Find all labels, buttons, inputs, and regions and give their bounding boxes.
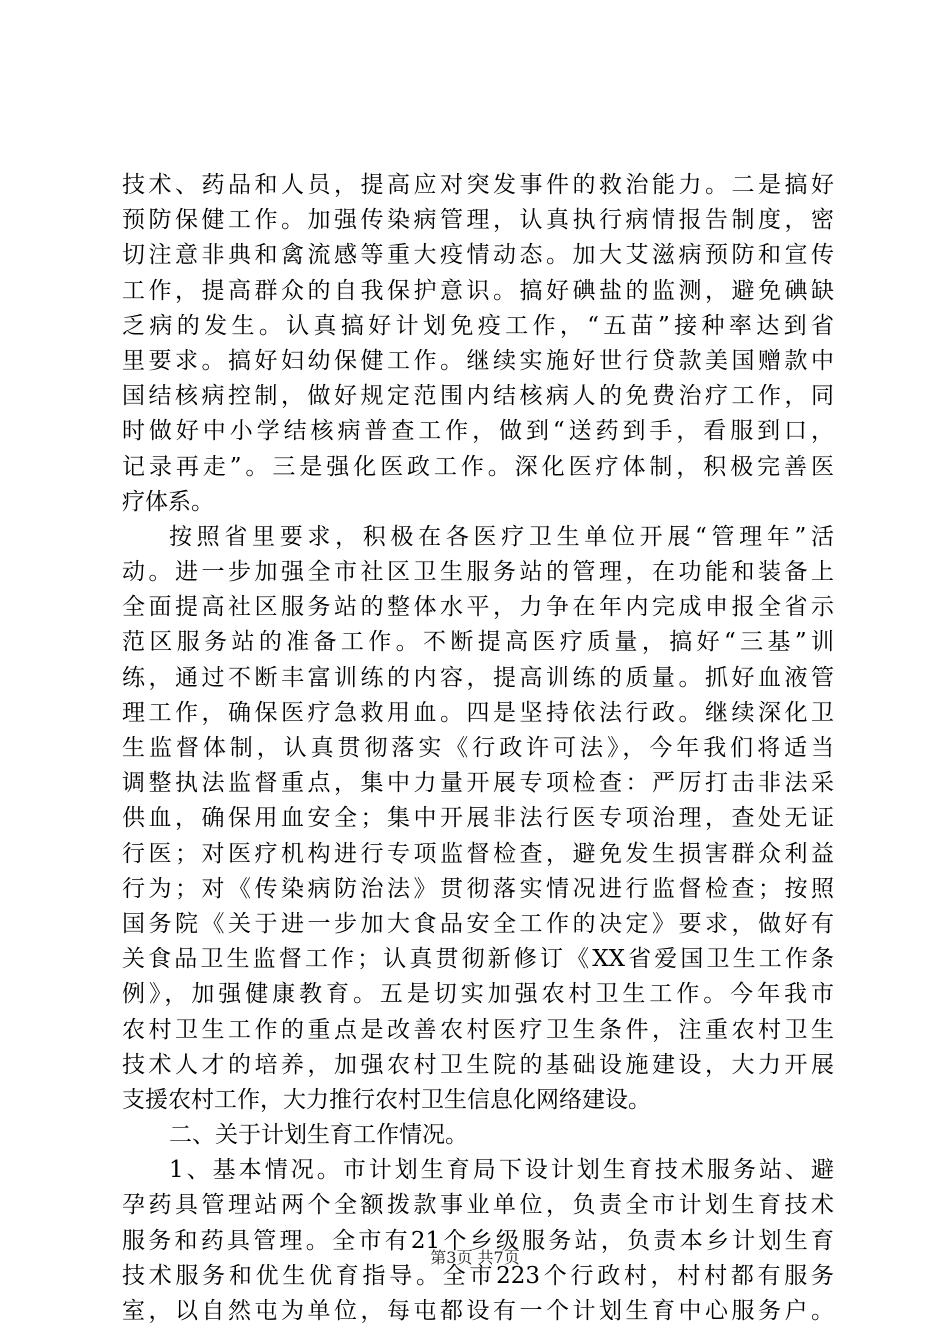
text-line: 疗体系。: [122, 488, 214, 515]
text-line: 动。进一步加强全市社区卫生服务站的管理，在功能和装备上: [122, 559, 834, 586]
text-line: 工作，提高群众的自我保护意识。搞好碘盐的监测，避免碘缺: [122, 277, 834, 304]
text-line: 行为；对《传染病防治法》贯彻落实情况进行监督检查；按照: [122, 875, 834, 902]
text-line: 里要求。搞好妇幼保健工作。继续实施好世行贷款美国赠款中: [122, 347, 834, 374]
text-line: 乏病的发生。认真搞好计划免疫工作，“五苗”接种率达到省: [122, 312, 834, 339]
text-line: 切注意非典和禽流感等重大疫情动态。加大艾滋病预防和宣传: [122, 242, 834, 269]
text-line: 室，以自然屯为单位，每屯都设有一个计划生育中心服务户。: [122, 1298, 834, 1324]
text-line: 调整执法监督重点，集中力量开展专项检查：严厉打击非法采: [122, 770, 834, 797]
text-line: 练，通过不断丰富训练的内容，提高训练的质量。抓好血液管: [122, 664, 834, 691]
section-heading: 二、关于计划生育工作情况。: [169, 1122, 468, 1149]
text-line: 例》，加强健康教育。五是切实加强农村卫生工作。今年我市: [122, 981, 834, 1008]
text-line: 支援农村工作，大力推行农村卫生信息化网络建设。: [122, 1086, 651, 1113]
text-line: 范区服务站的准备工作。不断提高医疗质量，搞好“三基”训: [122, 629, 834, 656]
text-line: 关食品卫生监督工作；认真贯彻新修订《XX省爱国卫生工作条: [122, 946, 834, 973]
document-body: [122, 168, 834, 1329]
text-line: 供血，确保用血安全；集中开展非法行医专项治理，查处无证: [122, 805, 834, 832]
text-line: 生监督体制，认真贯彻落实《行政许可法》，今年我们将适当: [122, 735, 834, 761]
paragraph-first-line: 按照省里要求，积极在各医疗卫生单位开展“管理年”活: [169, 523, 834, 550]
text-line: 服务和药具管理。全市有21个乡级服务站，负责本乡计划生育: [122, 1227, 834, 1254]
text-line: 技术人才的培养，加强农村卫生院的基础设施建设，大力开展: [122, 1051, 834, 1078]
text-line: 国结核病控制，做好规定范围内结核病人的免费治疗工作，同: [122, 383, 834, 410]
text-line: 记录再走”。三是强化医政工作。深化医疗体制，积极完善医: [122, 453, 834, 480]
text-line: 预防保健工作。加强传染病管理，认真执行病情报告制度，密: [122, 207, 834, 234]
text-line: 全面提高社区服务站的整体水平，力争在年内完成申报全省示: [122, 594, 834, 621]
text-line: 农村卫生工作的重点是改善农村医疗卫生条件，注重农村卫生: [122, 1016, 834, 1043]
text-line: 技术、药品和人员，提高应对突发事件的救治能力。二是搞好: [122, 172, 834, 198]
text-line: 行医；对医疗机构进行专项监督检查，避免发生损害群众利益: [122, 840, 834, 867]
text-line: 孕药具管理站两个全额拨款事业单位，负责全市计划生育技术: [122, 1192, 834, 1219]
text-line: 技术服务和优生优育指导。全市223个行政村，村村都有服务: [122, 1262, 834, 1289]
text-line: 时做好中小学结核病普查工作，做到“送药到手，看服到口，: [122, 418, 834, 445]
text-line: 国务院《关于进一步加大食品安全工作的决定》要求，做好有: [122, 910, 834, 937]
paragraph-first-line: 1、基本情况。市计划生育局下设计划生育技术服务站、避: [169, 1157, 834, 1184]
page-number-footer: 第3页 共7页: [430, 1248, 520, 1267]
text-line: 理工作，确保医疗急救用血。四是坚持依法行政。继续深化卫: [122, 699, 834, 726]
